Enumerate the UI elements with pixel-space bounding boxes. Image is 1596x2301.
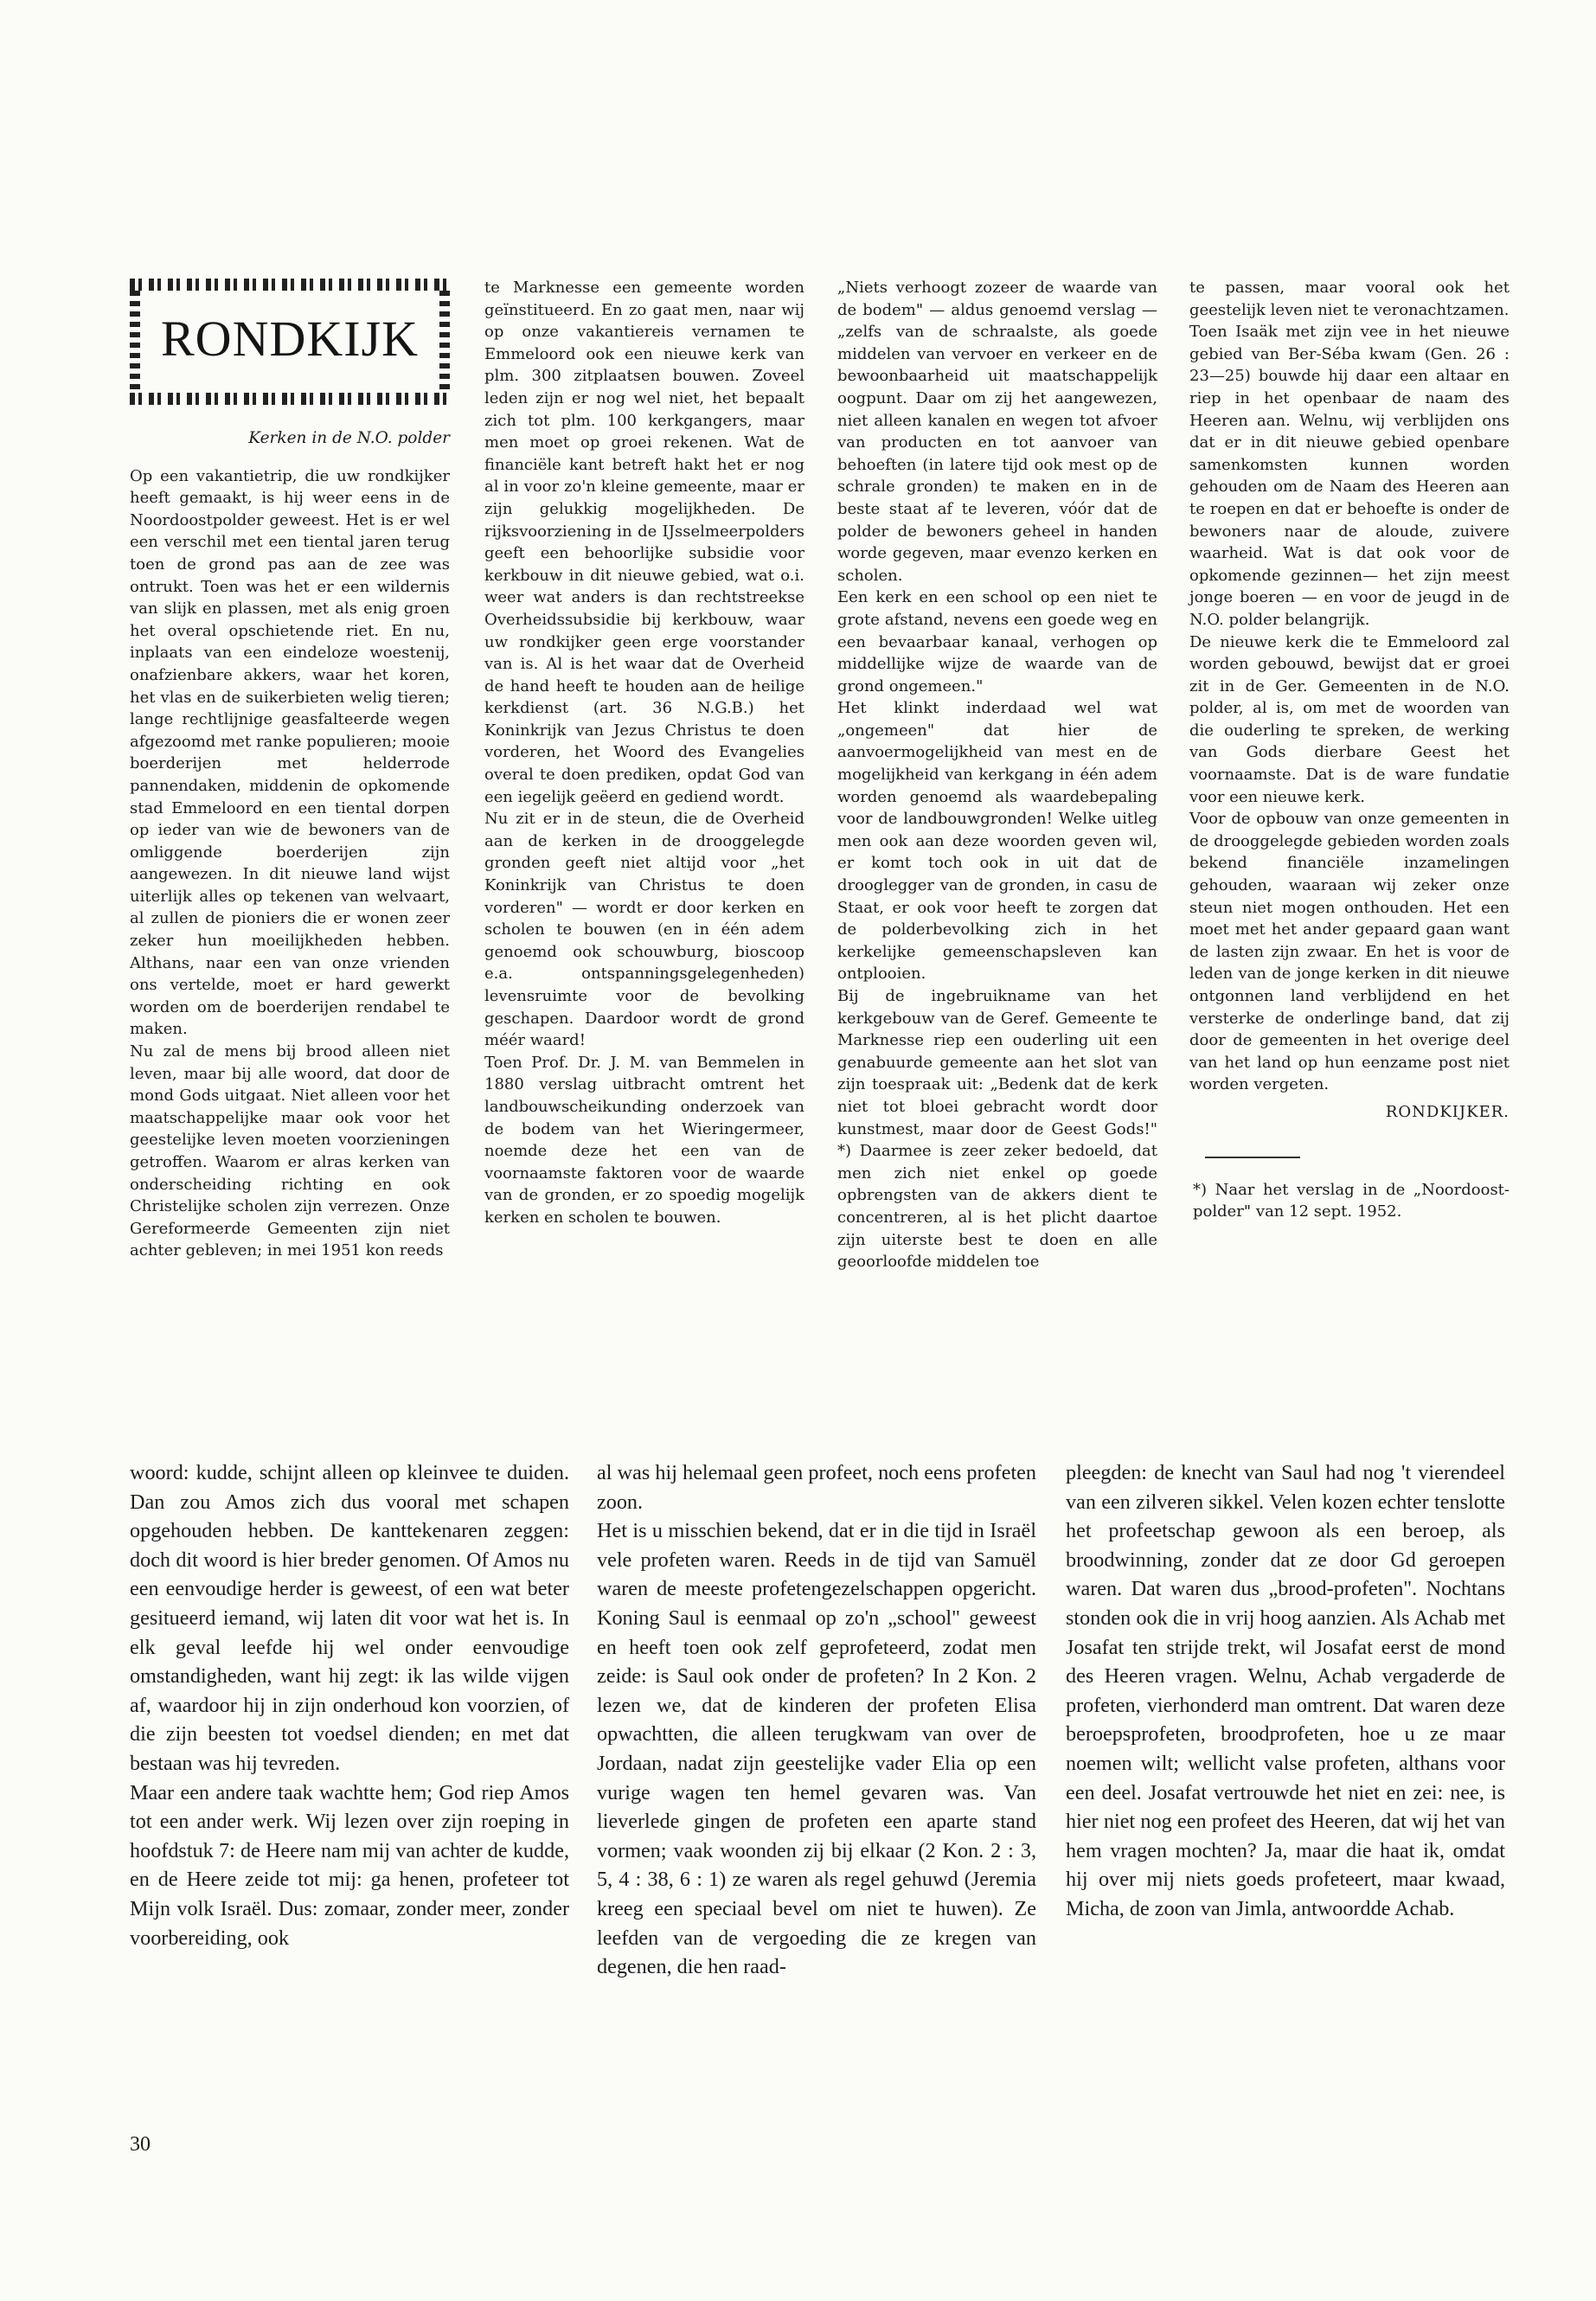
rondkijk-masthead	[130, 279, 450, 405]
article-signature: RONDKIJKER.	[1385, 1102, 1509, 1121]
paragraph: Het is u misschien bekend, dat er in die tijd in Israël vele profeten waren. Reeds in de tijd van Samuël waren de meeste profetengezelschappen opgericht. Koning Saul is eenmaal op zo'n „school" geweest en heeft toen ook zelf geprofeteerd, zodat men zeide: is Saul ook onder de profeten? In 2 Kon. 2 lezen we, dat de kinderen der profeten Elisa opwachtten, die alleen terugkwam van over de Jordaan, nadat zijn geestelijke vader Elia op een vurige wagen ten hemel gevaren was. Van lieverlede gingen de profeten een aparte stand vormen; vaak woonden zij bij elkaar (2 Kon. 2 : 3, 5, 4 : 38, 6 : 1) ze waren als regel gehuwd (Jeremia kreeg een speciaal bevel om niet te huwen). Ze leefden van de vergoeding die ze kregen van degenen, die hen raad-	[597, 1519, 1036, 1979]
paragraph: Op een vakantietrip, die uw rondkijker heeft gemaakt, is hij weer eens in de Noordoostpolder geweest. Het is er wel een verschil met een tiental jaren terug toen de grond pas aan de zee was ontrukt. Toen was het er een wildernis van slijk en plassen, met als enig groen het overal opschietende riet. En nu, inplaats van een eindeloze woestenij, onafzienbare akkers, waar het koren, het vlas en de suikerbieten welig tieren; lange rechtlijnige geasfalteerde wegen afgezoomd met ranke populieren; mooie boerderijen met helderrode pannendaken, middenin de opkomende stad Emmeloord en een tiental dorpen op ieder van wie de bewoners van de omliggende boerderijen zijn aangewezen. In dit nieuwe land wijst uiterlijk alles op tekenen van welvaart, al zullen de pioniers die er wonen zeer zeker hun moeilijkheden hebben. Althans, naar een van onze vrienden ons vertelde, moet er hard gewerkt worden om de boerderijen rendabel te maken.	[130, 466, 450, 1039]
masthead-title: RONDKIJK	[161, 311, 419, 367]
article-column-3	[837, 277, 1157, 1273]
paragraph: Een kerk en een school op een niet te grote afstand, nevens een goede weg en een bevaarbaar kanaal, verhogen op middellijke wijze de waarde van de grond ongemeen."	[837, 588, 1157, 695]
paragraph: De nieuwe kerk die te Emmeloord zal worden gebouwd, bewijst dat er groei zit in de Ger. Gemeenten in de N.O. polder, al is, om met de woorden van die ouderling te spreken, de werking van Gods dierbare Geest het voornaamste. Dat is de ware fundatie voor een nieuwe kerk.	[1189, 632, 1509, 806]
ornament-border-bottom	[130, 393, 450, 405]
continuation-column-2	[597, 1458, 1036, 1982]
page-number: 30	[130, 2133, 151, 2156]
paragraph: Maar een andere taak wachtte hem; God riep Amos tot een ander werk. Wij lezen over zijn roeping in hoofdstuk 7: de Heere nam mij van achter de kudde, en de Heere zeide tot mij: ga henen, profeteer tot Mijn volk Israël. Dus: zomaar, zonder meer, zonder voorbereiding, ook	[130, 1780, 569, 1950]
article-subtitle: Kerken in de N.O. polder	[248, 429, 450, 447]
footnote-divider	[1205, 1157, 1300, 1158]
article-column-2	[484, 277, 804, 1229]
continuation-column-1	[130, 1458, 569, 1952]
footnote: *) Naar het verslag in de „Noordoost-polder" van 12 sept. 1952.	[1193, 1180, 1509, 1221]
paragraph: Het klinkt inderdaad wel wat „ongemeen" dat hier de aanvoermogelijkheid van mest en de mogelijkheid van kerkgang in één adem worden genoemd als waardebepaling voor de landbouwgronden! Welke uitleg men ook aan deze woorden geven wil, er komt toch ook in uit dat de drooglegger van de gronden, in casu de Staat, er ook voor heeft te zorgen dat de polderbevolking zich in het kerkelijke gemeenschapsleven kan ontplooien.	[837, 699, 1157, 984]
paragraph: woord: kudde, schijnt alleen op kleinvee te duiden. Dan zou Amos zich dus vooral met schapen opgehouden hebben. De kanttekenaren zeggen: doch dit woord is hier breder genomen. Of Amos nu een eenvoudige herder is geweest, of een wat beter gesitueerd iemand, wij laten dit voor wat het is. In elk geval leefde hij wel onder eenvoudige omstandigheden, want hij zegt: ik las wilde vijgen af, waardoor hij in zijn onderhoud kon voorzien, of die zijn beesten tot voedsel dienden; en met dat bestaan was hij tevreden.	[130, 1461, 569, 1775]
ornament-border-top	[130, 279, 450, 291]
paragraph: pleegden: de knecht van Saul had nog 't vierendeel van een zilveren sikkel. Velen kozen echter tenslotte het profeetschap gewoon als een beroep, als broodwinning, zonder dat ze door Gd geroepen waren. Dat waren dus „brood-profeten". Nochtans stonden ook die in vrij hoog aanzien. Als Achab met Josafat ten strijde trekt, wil Josafat eerst de mond des Heeren vragen. Welnu, Achab vergaderde de profeten, vierhonderd man omtrent. Dat waren deze beroepsprofeten, broodprofeten, hoe u ze maar noemen wilt; wellicht valse profeten, althans voor een deel. Josafat vertrouwde het niet en zei: nee, is hier niet nog een profeet des Heeren, dat wij het van hem vragen mochten? Ja, maar die haat ik, omdat hij over mij niets goeds profeteert, maar kwaad, Micha, de zoon van Jimla, antwoordde Achab.	[1066, 1461, 1505, 1920]
paragraph: „Niets verhoogt zozeer de waarde van de bodem" — aldus genoemd verslag — „zelfs van de schraalste, als goede middelen van vervoer en verkeer en de bewoonbaarheid uit maatschappelijk oogpunt. Daar om zij het aangewezen, niet alleen kanalen en wegen tot afvoer van producten en tot aanvoer van behoeften (in latere tijd ook mest op de schrale gronden) te maken en in de beste staat af te leveren, vóór dat de polder de bewoners geheel in handen worde gegeven, maar evenzo kerken en scholen.	[837, 279, 1157, 585]
paragraph: Voor de opbouw van onze gemeenten in de drooggelegde gebieden worden zoals bekend financiële inzamelingen gehouden, waaraan wij zeker onze steun niet mogen onthouden. Het een moet met het ander gepaard gaan want de lasten zijn zwaar. En het is voor de leden van de jonge kerken in dit nieuwe ontgonnen land verblijdend en het versterke de onderlinge band, dat zij door de gemeenten in het overige deel van het land op hun eenzame post niet worden vergeten.	[1189, 810, 1509, 1094]
article-column-4	[1189, 277, 1509, 1223]
paragraph: Toen Prof. Dr. J. M. van Bemmelen in 1880 verslag uitbracht omtrent het landbouwscheikunding onderzoek van de bodem van het Wieringermeer, noemde deze het een van de voornaamste faktoren voor de waarde van de gronden, er zo spoedig mogelijk kerken en scholen te bouwen.	[484, 1053, 804, 1227]
paragraph: Nu zit er in de steun, die de Overheid aan de kerken in de drooggelegde gronden geeft niet altijd voor „het Koninkrijk van Christus te doen vorderen" — wordt er door kerken en scholen te bouwen (en in één adem genoemd ook schouwburg, bioscoop e.a. ontspanningsgelegenheden) levensruimte voor de bevolking geschapen. Daardoor wordt de grond méér waard!	[484, 810, 804, 1050]
paragraph: Nu zal de mens bij brood alleen niet leven, maar bij alle woord, dat door de mond Gods uitgaat. Niet alleen voor het maatschappelijke maar ook voor het geestelijke leven moeten voorzieningen getroffen. Waarom er alras kerken van onderscheiding richting en ook Christelijke scholen zijn verrezen. Onze Gereformeerde Gemeenten zijn niet achter gebleven; in mei 1951 kon reeds	[130, 1042, 450, 1260]
paragraph: al was hij helemaal geen profeet, noch eens profeten zoon.	[597, 1461, 1036, 1514]
paragraph: Toen Isaäk met zijn vee in het nieuwe gebied van Ber-Séba kwam (Gen. 26 : 23—25) bouwde hij daar een altaar en riep in het openbaar de naam des Heeren aan. Welnu, wij verblijden ons dat er in dit nieuwe gebied openbare samenkomsten kunnen worden gehouden om de Naam des Heeren aan te roepen en dat er behoefte is onder de bewoners naar de aloude, zuivere waarheid. Wat is dat ook voor de opkomende gezinnen— het zijn meest jonge boeren — en voor de jeugd in de N.O. polder belangrijk.	[1189, 323, 1509, 629]
paragraph: te Marknesse een gemeente worden geïnstitueerd. En zo gaat men, naar wij op onze vakantiereis vernamen te Emmeloord ook een nieuwe kerk van plm. 300 zitplaatsen bouwen. Zoveel leden zijn er nog wel niet, het bepaalt zich tot plm. 100 kerkgangers, maar men moet op groei rekenen. Wat de financiële kant betreft hakt het er nog al in voor zo'n kleine gemeente, maar er zijn gelukkig mogelijkheden. De rijksvoorziening in de IJsselmeerpolders geeft een behoorlijke subsidie voor kerkbouw in dit nieuwe gebied, wat o.i. weer wat anders is dan rechtstreekse Overheidssubsidie bij kerkbouw, waar uw rondkijker geen erge voorstander van is. Al is het waar dat de Overheid de hand heeft te houden aan de heilige kerkdienst (art. 36 N.G.B.) het Koninkrijk van Jezus Christus te doen vorderen, het Woord des Evangelies overal te doen prediken, opdat God van een iegelijk geëerd en gediend wordt.	[484, 279, 804, 806]
continuation-column-3	[1066, 1458, 1505, 1924]
article-column-1	[130, 422, 450, 1262]
paragraph: te passen, maar vooral ook het geestelijk leven niet te veronachtzamen.	[1189, 279, 1509, 319]
paragraph: Bij de ingebruikname van het kerkgebouw van de Geref. Gemeente te Marknesse riep een ouderling uit een genabuurde gemeente aan het slot van zijn toespraak uit: „Bedenk dat de kerk niet tot bloei gebracht wordt door kunstmest, maar door de Geest Gods!" *) Daarmee is zeer zeker bedoeld, dat men zich niet enkel op goede opbrengsten van de akkers dient te concentreren, al is het plicht daartoe zijn uiterste best te doen en alle geoorloofde middelen toe	[837, 987, 1157, 1272]
